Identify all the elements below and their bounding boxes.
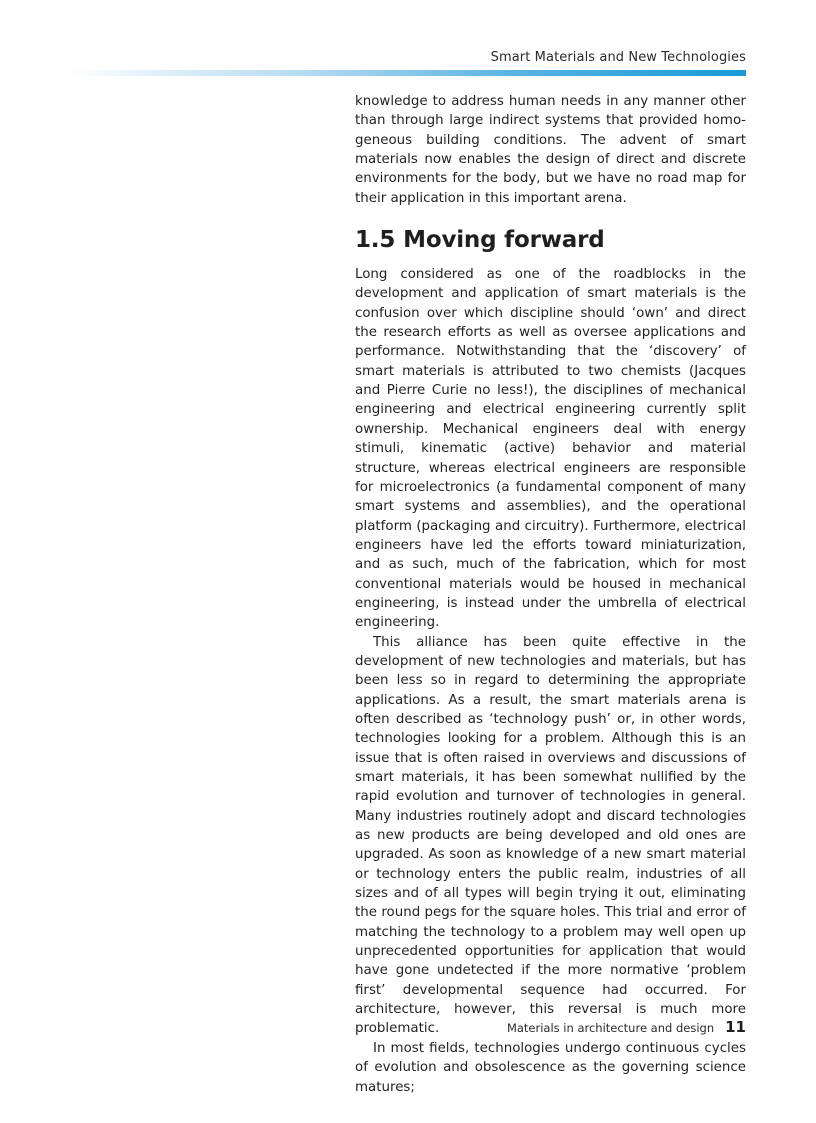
running-head: Smart Materials and New Technologies	[490, 50, 746, 65]
paragraph-continued: knowledge to address human needs in any manner other than through large indirect systems that provided homogeneous building conditions. The advent of smart materials now enables the design of direct and discrete environments for the body, but we have no road map for their application in this important arena.	[355, 94, 746, 206]
page-number: 11	[725, 1018, 746, 1036]
section-heading	[355, 225, 746, 255]
paragraph: In most fields, technologies undergo continuous cycles of evolution and obsolescence as the governing science matures;	[355, 1040, 746, 1095]
paragraph: This alliance has been quite effective in the development of new technologies and materials, but has been less so in regard to determining the appropriate applications. As a result, the smart materials arena is often described as ‘technology push’ or, in other words, technologies looking for a problem. Although this is an issue that is often raised in overviews and discussions of smart materials, it has been somewhat nullified by the rapid evolution and turnover of technologies in general. Many industries routinely adopt and discard technologies as new products are being developed and old ones are upgraded. As soon as knowledge of a new smart material or technology enters the public realm, industries of all sizes and of all types will begin trying it out, eliminating the round pegs for the square holes. This trial and error of matching the technology to a problem may well open up unprecedented opportunities for application that would have gone undetected if the more normative ‘problem first’ developmental sequence had occurred. For architecture, however, this reversal is much more problematic.	[355, 634, 746, 1037]
paragraph: Long considered as one of the roadblocks in the development and application of smart materials is the confusion over which discipline should ‘own’ and direct the research efforts as well as oversee applications and performance. Notwithstanding that the ‘discovery’ of smart materials is attributed to two chemists (Jacques and Pierre Curie no less!), the disciplines of mechanical engineering and electrical engineering currently split ownership. Mechanical engineers deal with energy stimuli, kinematic (active) behavior and material structure, whereas electrical engineers are responsible for microelectronics (a fundamental component of many smart systems and assemblies), and the operational platform (packaging and circuitry). Furthermore, electrical engineers have led the efforts toward miniaturization, and as such, much of the fabrication, which for most conventional materials would be housed in mechanical engineering, is instead under the umbrella of electrical engineering.	[355, 267, 746, 631]
section-title: Moving forward	[403, 227, 605, 254]
section-number: 1.5	[355, 227, 396, 254]
header-rule	[70, 70, 746, 76]
running-foot	[507, 1018, 746, 1036]
footer-book-title: Materials in architecture and design	[506, 1021, 715, 1035]
text-column	[355, 92, 746, 1097]
